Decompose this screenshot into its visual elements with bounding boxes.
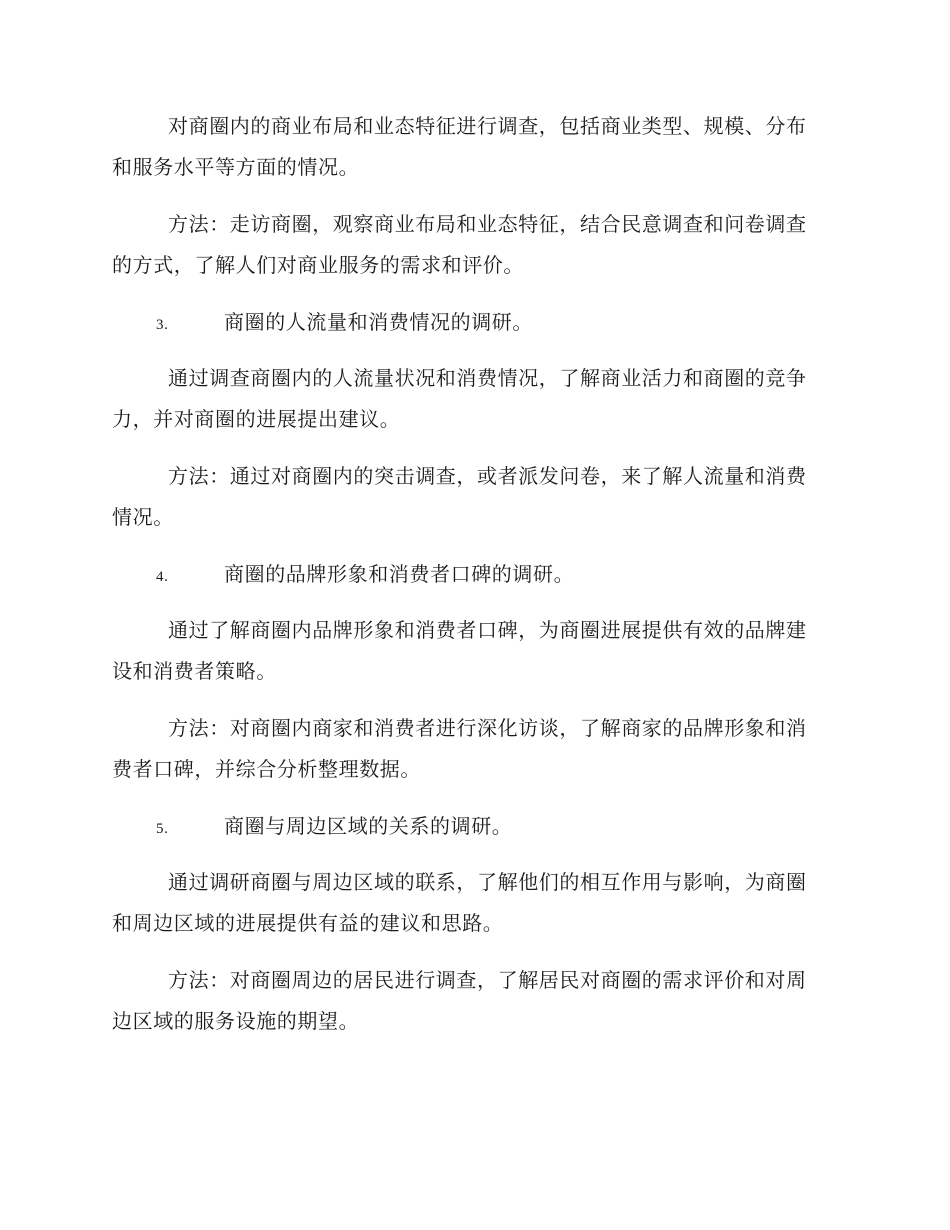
paragraph-method-interview: 方法：对商圈内商家和消费者进行深化访谈，了解商家的品牌形象和消费者口碑，并综合分析整理数据。 (112, 716, 807, 781)
paragraph-method-residents: 方法：对商圈周边的居民进行调查，了解居民对商圈的需求评价和对周边区域的服务设施的期望。 (112, 968, 807, 1033)
list-item-number: 4. (156, 569, 169, 585)
list-item-4 (112, 554, 824, 594)
paragraph-traffic-consumption: 通过调查商圈内的人流量状况和消费情况，了解商业活力和商圈的竞争力，并对商圈的进展提出建议。 (112, 366, 807, 431)
paragraph-gap (112, 440, 824, 456)
paragraph-method-survey: 方法：通过对商圈内的突击调查，或者派发问卷，来了解人流量和消费情况。 (112, 464, 807, 529)
paragraph-business-layout: 对商圈内的商业布局和业态特征进行调查，包括商业类型、规模、分布和服务水平等方面的情况。 (112, 114, 807, 179)
paragraph-gap (112, 286, 824, 302)
list-item-3 (112, 302, 824, 342)
paragraph-gap (112, 944, 824, 960)
document-body (112, 106, 824, 1042)
list-item-text: 商圈的品牌形象和消费者口碑的调研。 (224, 562, 575, 586)
list-item-number: 3. (156, 317, 169, 333)
paragraph-surrounding-area: 通过调研商圈与周边区域的联系，了解他们的相互作用与影响，为商圈和周边区域的进展提供有益的建议和思路。 (112, 870, 807, 935)
list-item-text: 商圈与周边区域的关系的调研。 (224, 814, 513, 838)
list-item-text: 商圈的人流量和消费情况的调研。 (224, 310, 533, 334)
paragraph-gap (112, 692, 824, 708)
list-item-number: 5. (156, 821, 169, 837)
paragraph-gap (112, 538, 824, 554)
paragraph-method-visit: 方法：走访商圈，观察商业布局和业态特征，结合民意调查和问卷调查的方式，了解人们对商业服务的需求和评价。 (112, 212, 807, 277)
paragraph-gap (112, 790, 824, 806)
list-item-5 (112, 806, 824, 846)
paragraph-brand-image: 通过了解商圈内品牌形象和消费者口碑，为商圈进展提供有效的品牌建设和消费者策略。 (112, 618, 807, 683)
paragraph-gap (112, 188, 824, 204)
